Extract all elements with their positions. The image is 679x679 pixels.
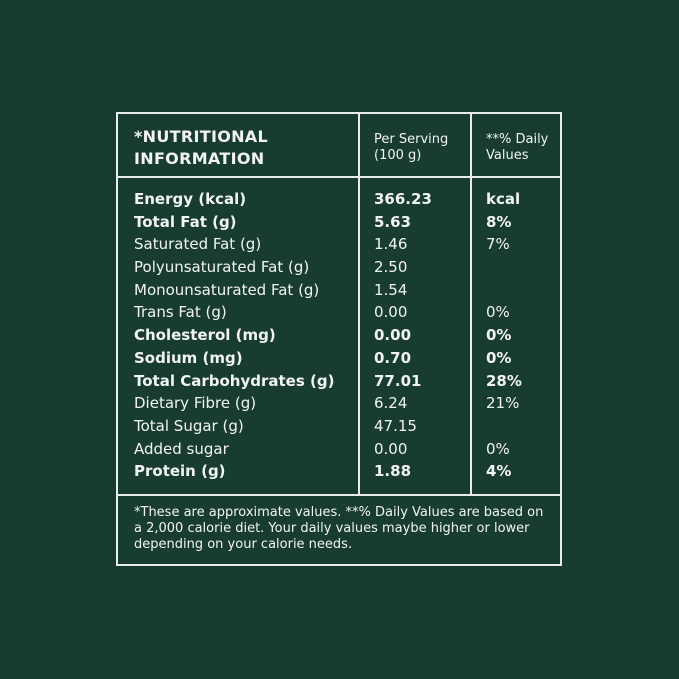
daily-value: 8% [486,212,512,231]
per-serving-value: 0.00 [374,303,408,322]
per-serving-value: 366.23 [374,190,432,208]
daily-value: 0% [486,348,512,367]
table-row [118,370,560,393]
per-serving-value: 0.00 [374,326,412,345]
per-serving-value: 0.70 [374,348,412,367]
daily-value: 21% [486,394,520,413]
nutrient-label: Cholesterol (mg) [134,326,276,345]
nutrient-label: Total Sugar (g) [134,416,244,435]
table-row [118,279,560,302]
nutrient-label: Saturated Fat (g) [134,235,262,254]
per-serving-header: Per Serving (100 g) [374,132,449,163]
per-serving-value: 47.15 [374,416,417,435]
nutrient-rows [118,188,560,483]
per-serving-value: 1.88 [374,462,412,481]
nutrient-label: Energy (kcal) [134,190,247,208]
per-serving-value: 6.24 [374,394,408,413]
nutrient-label: Total Carbohydrates (g) [134,371,335,390]
table-row [118,301,560,324]
nutrient-label: Dietary Fibre (g) [134,394,257,413]
nutrient-label: Monounsaturated Fat (g) [134,280,320,299]
table-row [118,460,560,483]
daily-value: 0% [486,303,510,322]
daily-values-header: **% Daily Values [486,132,549,163]
table-row [118,188,560,211]
nutrient-label: Total Fat (g) [134,212,237,231]
daily-value: 0% [486,326,512,345]
table-row [118,324,560,347]
per-serving-value: 1.46 [374,235,408,254]
daily-value: 0% [486,439,510,458]
daily-value: kcal [486,190,521,208]
table-row [118,233,560,256]
table-row [118,392,560,415]
table-row [118,211,560,234]
table-row [118,415,560,438]
nutrient-label: Trans Fat (g) [134,303,227,322]
nutrient-label: Polyunsaturated Fat (g) [134,258,310,277]
footnote: *These are approximate values. **% Daily Values are based on a 2,000 calorie diet. Your daily values maybe higher or lower depending on your calorie needs. [134,505,544,552]
per-serving-value: 0.00 [374,439,408,458]
footnote-divider [118,494,560,496]
per-serving-value: 5.63 [374,212,412,231]
per-serving-value: 77.01 [374,371,422,390]
nutrient-label: Protein (g) [134,462,226,481]
per-serving-value: 1.54 [374,280,408,299]
daily-value: 7% [486,235,510,254]
nutrient-label: Added sugar [134,439,229,458]
nutrition-table [116,112,562,566]
table-row [118,438,560,461]
nutrient-label: Sodium (mg) [134,348,243,367]
daily-value: 28% [486,371,522,390]
per-serving-value: 2.50 [374,258,408,277]
table-row [118,256,560,279]
daily-value: 4% [486,462,512,481]
table-title: *NUTRITIONAL INFORMATION [134,127,268,168]
table-row [118,347,560,370]
header-divider [118,176,560,178]
